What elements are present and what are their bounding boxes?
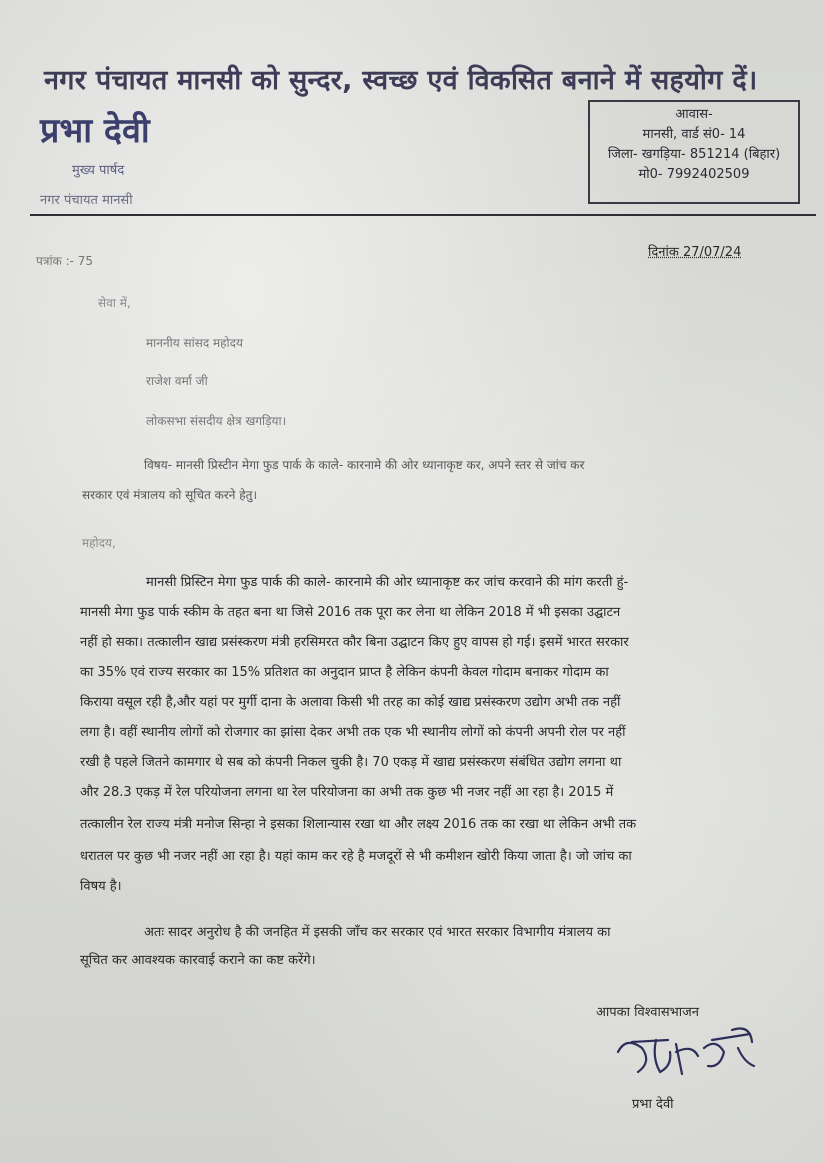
body-line: रखी है पहले जितने कामगार थे सब को कंपनी निकल चुकी है। 70 एकड़ में खाद्य प्रसंस्करण संबंधित उद्योग लगना था — [80, 755, 622, 770]
letter-date: दिनांक 27/07/24 — [648, 245, 742, 260]
address-line: आवास- — [675, 107, 713, 122]
recipient-line: माननीय सांसद महोदय — [146, 336, 243, 350]
body-line: नहीं हो सका। तत्कालीन खाद्य प्रसंस्करण मंत्री हरसिमरत कौर बिना उद्घाटन किए हुए वापस हो गई। इसमें भारत सरकार — [80, 635, 629, 650]
signatory-name: प्रभा देवी — [632, 1097, 674, 1112]
patrank: पत्रांक :- 75 — [36, 254, 94, 268]
letterhead-designation: मुख्य पार्षद — [72, 163, 125, 178]
letterhead-divider — [30, 214, 816, 216]
body-line: किराया वसूल रही है,और यहां पर मुर्गी दाना के अलावा किसी भी तरह का कोई खाद्य प्रसंस्करण उद्योग अभी तक नहीं — [80, 695, 621, 710]
body-line: और 28.3 एकड़ में रेल परियोजना लगना था रेल परियोजना का अभी तक कुछ भी नजर नहीं आ रहा है। 2015 में — [80, 785, 614, 800]
recipient-line: राजेश वर्मा जी — [146, 374, 208, 388]
address-box — [588, 100, 800, 204]
body-line: तत्कालीन रेल राज्य मंत्री मनोज सिन्हा ने इसका शिलान्यास रखा था और लक्ष्य 2016 तक का रखा था लेकिन अभी तक — [80, 817, 637, 832]
address-line: जिला- खगड़िया- 851214 (बिहार) — [607, 147, 781, 162]
body-line: मानसी मेगा फुड पार्क स्कीम के तहत बना था जिसे 2016 तक पूरा कर लेना था लेकिन 2018 में भी इसका उद्घाटन — [80, 605, 621, 620]
signature-image — [612, 1022, 762, 1088]
closing-line: सूचित कर आवश्यक कारवाई कराने का कष्ट करेंगे। — [80, 953, 316, 968]
subject-line: सरकार एवं मंत्रालय को सूचित करने हेतु। — [82, 488, 257, 502]
recipient-line: लोकसभा संसदीय क्षेत्र खगड़िया। — [146, 414, 287, 428]
body-line: का 35% एवं राज्य सरकार का 15% प्रतिशत का अनुदान प्राप्त है लेकिन कंपनी केवल गोदाम बनाकर गोदाम का — [80, 665, 609, 680]
body-line: विषय है। — [80, 879, 122, 894]
seva-me: सेवा में, — [98, 296, 131, 310]
subject-line: विषय- मानसी प्रिस्टीन मेगा फुड पार्क के काले- कारनामे की ओर ध्यानाकृष्ट कर, अपने स्तर से जांच कर — [144, 458, 585, 472]
letterhead-office: नगर पंचायत मानसी — [40, 193, 133, 208]
letterhead-slogan: नगर पंचायत मानसी को सुन्दर, स्वच्छ एवं विकसित बनाने में सहयोग दें। — [44, 65, 758, 96]
address-line: मानसी, वार्ड सं0- 14 — [642, 127, 746, 142]
body-line: धरातल पर कुछ भी नजर नहीं आ रहा है। यहां काम कर रहे है मजदूरों से भी कमीशन खोरी किया जाता है। जो जांच का — [80, 849, 632, 864]
body-line: मानसी प्रिस्टिन मेगा फुड पार्क की काले- कारनामे की ओर ध्यानाकृष्ट कर जांच करवाने की मांग करती हुं- — [146, 575, 629, 590]
yours-faithfully: आपका विश्वासभाजन — [596, 1005, 700, 1020]
address-line: मो0- 7992402509 — [638, 167, 750, 182]
letterhead-name: प्रभा देवी — [40, 111, 150, 151]
salutation: महोदय, — [82, 536, 116, 550]
closing-line: अतः सादर अनुरोध है की जनहित में इसकी जाँच कर सरकार एवं भारत सरकार विभागीय मंत्रालय का — [144, 925, 611, 940]
body-line: लगा है। वहीं स्थानीय लोगों को रोजगार का झांसा देकर अभी तक एक भी स्थानीय लोगों को कंपनी अपनी रोल पर नहीं — [80, 725, 626, 740]
